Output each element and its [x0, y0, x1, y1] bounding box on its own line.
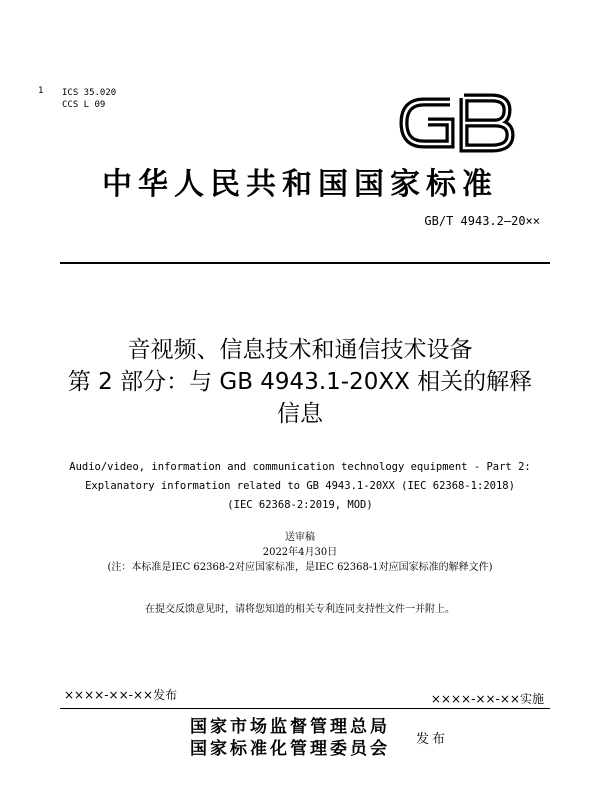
- ccs-code: CCS L 09: [62, 100, 106, 110]
- header-divider: [60, 262, 550, 264]
- authority-sac: 国家标准化管理委员会: [190, 739, 390, 759]
- title-en-line-1: Audio/video, information and communication technology equipment - Part 2:: [69, 461, 531, 473]
- title-cn-line-1: 音视频、信息技术和通信技术设备: [127, 337, 473, 363]
- draft-stage: 送审稿: [285, 532, 315, 543]
- title-cn-line-3: 信息: [277, 401, 323, 427]
- authority-samr: 国家市场监督管理总局: [190, 717, 390, 737]
- title-cn-line-2: 第 2 部分：与 GB 4943.1-20XX 相关的解释: [67, 369, 533, 395]
- draft-note: (注：本标准是IEC 62368-2对应国家标准，是IEC 62368-1对应国家标准的解释文件): [107, 562, 493, 573]
- gb-logo: [398, 92, 518, 154]
- standard-number: GB/T 4943.2—20××: [424, 214, 540, 228]
- footer-divider: [60, 708, 550, 709]
- implementation-date: ××××-××-××实施: [430, 692, 544, 706]
- page-number: 1: [38, 86, 44, 96]
- draft-date: 2022年4月30日: [262, 547, 338, 558]
- patent-notice: 在提交反馈意见时，请将您知道的相关专利连同支持性文件一并附上。: [145, 604, 455, 615]
- ics-code: ICS 35.020: [62, 88, 117, 98]
- publish-label: 发布: [416, 732, 449, 747]
- title-en-line-2: Explanatory information related to GB 4943.1-20XX (IEC 62368-1:2018): [85, 480, 515, 492]
- issue-date: ××××-××-××发布: [64, 688, 178, 702]
- title-en-line-3: (IEC 62368-2:2019, MOD): [227, 499, 373, 511]
- issuing-country-title: 中华人民共和国国家标准: [102, 167, 498, 202]
